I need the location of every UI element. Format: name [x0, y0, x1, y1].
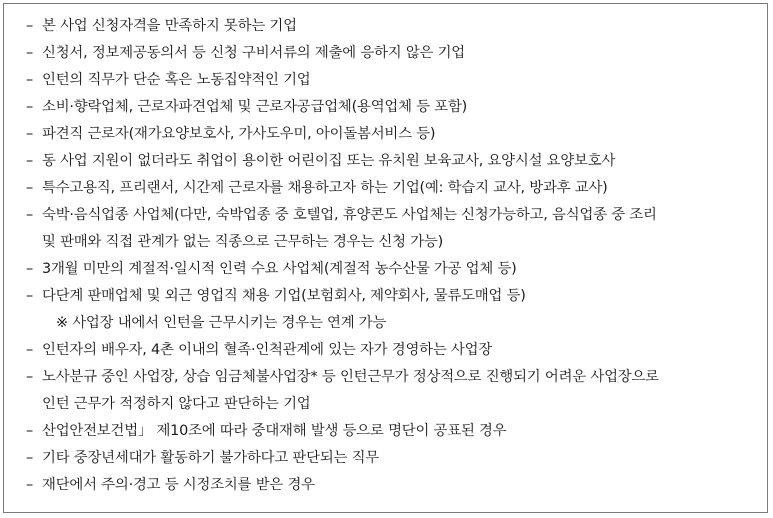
list-item-text: 산업안전보건법」 제10조에 따라 중대재해 발생 등으로 명단이 공표된 경우 — [42, 423, 507, 439]
list-item-text: 인턴 근무가 적정하지 않다고 판단하는 기업 — [42, 396, 311, 412]
dash-bullet: – — [26, 288, 33, 304]
dash-bullet: – — [26, 423, 33, 439]
list-item-text: 소비·향락업체, 근로자파견업체 및 근로자공급업체(용역업체 등 포함) — [42, 99, 468, 115]
list-item — [26, 340, 492, 360]
dash-bullet: – — [26, 45, 33, 61]
list-item — [26, 43, 465, 63]
list-item-text: 숙박·음식업종 사업체(다만, 숙박업종 중 호텔업, 휴양콘도 사업체는 신청가능하고, 음식업종 중 조리 — [42, 207, 657, 223]
list-item-text: 3개월 미만의 계절적·일시적 인력 수요 사업체(계절적 농수산물 가공 업체 등) — [42, 261, 517, 277]
exclusion-criteria-box — [3, 3, 768, 513]
list-item — [26, 259, 517, 279]
list-item-text: 동 사업 지원이 없더라도 취업이 용이한 어린이집 또는 유치원 보육교사, 요양시설 요양보호사 — [42, 153, 616, 169]
list-item-continuation — [42, 232, 443, 252]
list-item — [26, 205, 657, 225]
list-item-text: 및 판매와 직접 관계가 없는 직종으로 근무하는 경우는 신청 가능) — [42, 234, 444, 250]
list-item — [26, 16, 297, 36]
list-item-text: 다단계 판매업체 및 외근 영업직 채용 기업(보험회사, 제약회사, 물류도매업 등) — [42, 288, 526, 304]
list-item-continuation — [42, 394, 311, 414]
list-item-text: 노사분규 중인 사업장, 상습 임금체불사업장* 등 인턴근무가 정상적으로 진행되기 어려운 사업장으로 — [42, 369, 659, 385]
list-item — [26, 286, 526, 306]
dash-bullet: – — [26, 477, 33, 493]
dash-bullet: – — [26, 99, 33, 115]
list-item — [26, 421, 506, 441]
list-item — [26, 70, 311, 90]
dash-bullet: – — [26, 180, 33, 196]
dash-bullet: – — [26, 450, 33, 466]
list-item — [26, 151, 615, 171]
dash-bullet: – — [26, 261, 33, 277]
list-item — [26, 448, 379, 468]
dash-bullet: – — [26, 342, 33, 358]
list-item-text: 재단에서 주의·경고 등 시정조치를 받은 경우 — [42, 477, 315, 493]
list-item-text: 파견직 근로자(재가요양보호사, 가사도우미, 아이돌봄서비스 등) — [42, 126, 436, 142]
dash-bullet: – — [26, 18, 33, 34]
list-item-text: 기타 중장년세대가 활동하기 불가하다고 판단되는 직무 — [42, 450, 380, 466]
list-item-text: 신청서, 정보제공동의서 등 신청 구비서류의 제출에 응하지 않은 기업 — [42, 45, 466, 61]
list-item — [26, 367, 659, 387]
list-item — [26, 475, 315, 495]
note-item — [56, 313, 386, 333]
dash-bullet: – — [26, 369, 33, 385]
dash-bullet: – — [26, 126, 33, 142]
dash-bullet: – — [26, 72, 33, 88]
dash-bullet: – — [26, 153, 33, 169]
list-item — [26, 178, 608, 198]
list-item — [26, 124, 435, 144]
list-item-text: 본 사업 신청자격을 만족하지 못하는 기업 — [42, 18, 297, 34]
dash-bullet: – — [26, 207, 33, 223]
list-item — [26, 97, 467, 117]
list-item-text: 인턴의 직무가 단순 혹은 노동집약적인 기업 — [42, 72, 311, 88]
list-item-text: 인턴자의 배우자, 4촌 이내의 혈족·인척관계에 있는 자가 경영하는 사업장 — [42, 342, 493, 358]
list-item-text: 특수고용직, 프리랜서, 시간제 근로자를 채용하고자 하는 기업(예: 학습지 교사, 방과후 교사) — [42, 180, 608, 196]
note-text: ※ 사업장 내에서 인턴을 근무시키는 경우는 연계 가능 — [56, 315, 387, 331]
